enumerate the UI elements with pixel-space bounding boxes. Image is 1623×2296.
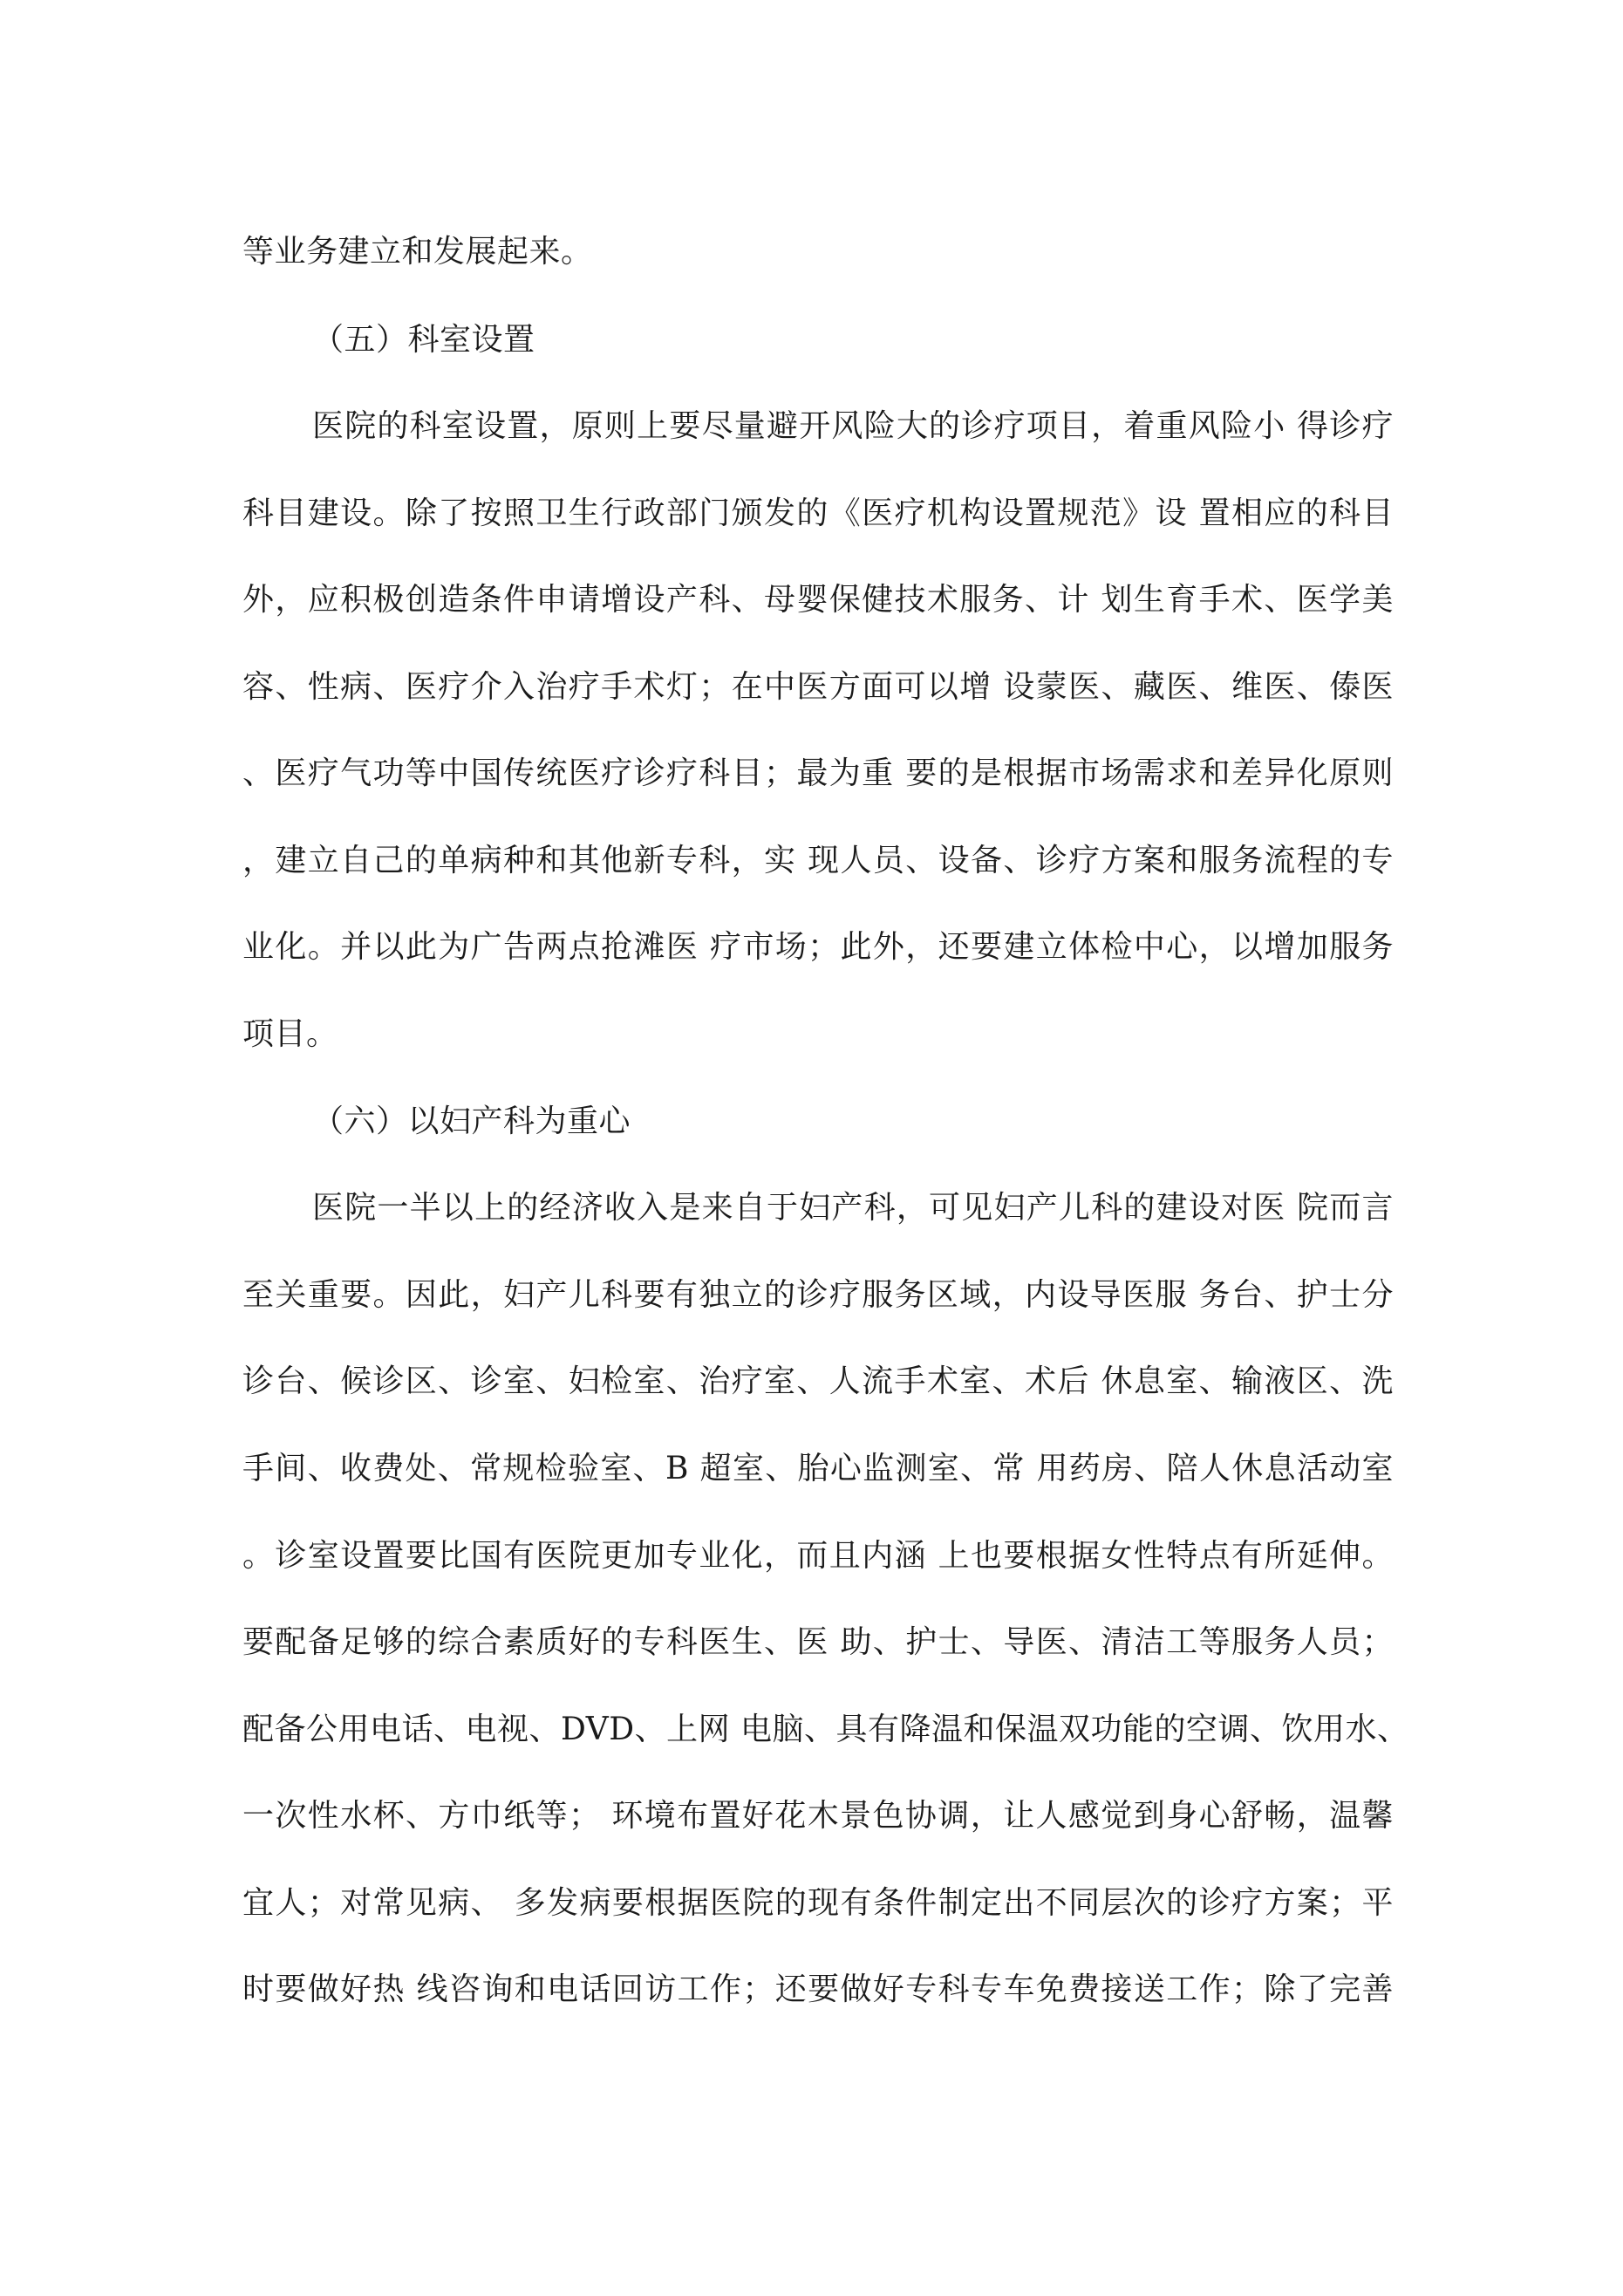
paragraph-line: 科目建设。除了按照卫生行政部门颁发的《医疗机构设置规范》设 置相应的科目 bbox=[242, 495, 1394, 531]
paragraph-line: 诊台、候诊区、诊室、妇检室、治疗室、人流手术室、术后 休息室、输液区、洗 bbox=[242, 1363, 1394, 1399]
paragraph-line: 外，应积极创造条件申请增设产科、母婴保健技术服务、计 划生育手术、医学美 bbox=[242, 582, 1394, 618]
paragraph-line: 配备公用电话、电视、DVD、上网 电脑、具有降温和保温双功能的空调、饮用水、 bbox=[242, 1712, 1409, 1747]
paragraph-line: 业化。并以此为广告两点抢滩医 疗市场；此外，还要建立体检中心，以增加服务 bbox=[242, 929, 1394, 965]
paragraph-line: 要配备足够的综合素质好的专科医生、医 助、护士、导医、清洁工等服务人员； bbox=[242, 1624, 1394, 1660]
paragraph-line: 至关重要。因此，妇产儿科要有独立的诊疗服务区域，内设导医服 务台、护士分 bbox=[242, 1277, 1394, 1313]
paragraph-line: 容、性病、医疗介入治疗手术灯；在中医方面可以增 设蒙医、藏医、维医、傣医 bbox=[242, 669, 1394, 705]
paragraph-line: 医院的科室设置，原则上要尽量避开风险大的诊疗项目，着重风险小 得诊疗 bbox=[312, 408, 1394, 444]
paragraph-line: 手间、收费处、常规检验室、B 超室、胎心监测室、常 用药房、陪人休息活动室 bbox=[242, 1451, 1394, 1486]
paragraph-line: 。诊室设置要比国有医院更加专业化，而且内涵 上也要根据女性特点有所延伸。 bbox=[242, 1538, 1394, 1574]
paragraph-line: 、医疗气功等中国传统医疗诊疗科目；最为重 要的是根据市场需求和差异化原则 bbox=[242, 755, 1394, 791]
paragraph-line: 等业务建立和发展起来。 bbox=[242, 234, 593, 270]
paragraph-line: 一次性水杯、方巾纸等； 环境布置好花木景色协调，让人感觉到身心舒畅，温馨 bbox=[242, 1798, 1394, 1834]
paragraph-line: ，建立自己的单病种和其他新专科，实 现人员、设备、诊疗方案和服务流程的专 bbox=[242, 843, 1394, 878]
paragraph-line: 宜人；对常见病、 多发病要根据医院的现有条件制定出不同层次的诊疗方案；平 bbox=[242, 1885, 1394, 1921]
section-heading: （六）以妇产科为重心 bbox=[312, 1104, 631, 1139]
paragraph-line: 医院一半以上的经济收入是来自于妇产科，可见妇产儿科的建设对医 院而言 bbox=[312, 1190, 1394, 1226]
paragraph-line: 时要做好热 线咨询和电话回访工作；还要做好专科专车免费接送工作；除了完善 bbox=[242, 1971, 1394, 2007]
paragraph-line: 项目。 bbox=[242, 1016, 338, 1052]
section-heading: （五）科室设置 bbox=[312, 322, 535, 358]
